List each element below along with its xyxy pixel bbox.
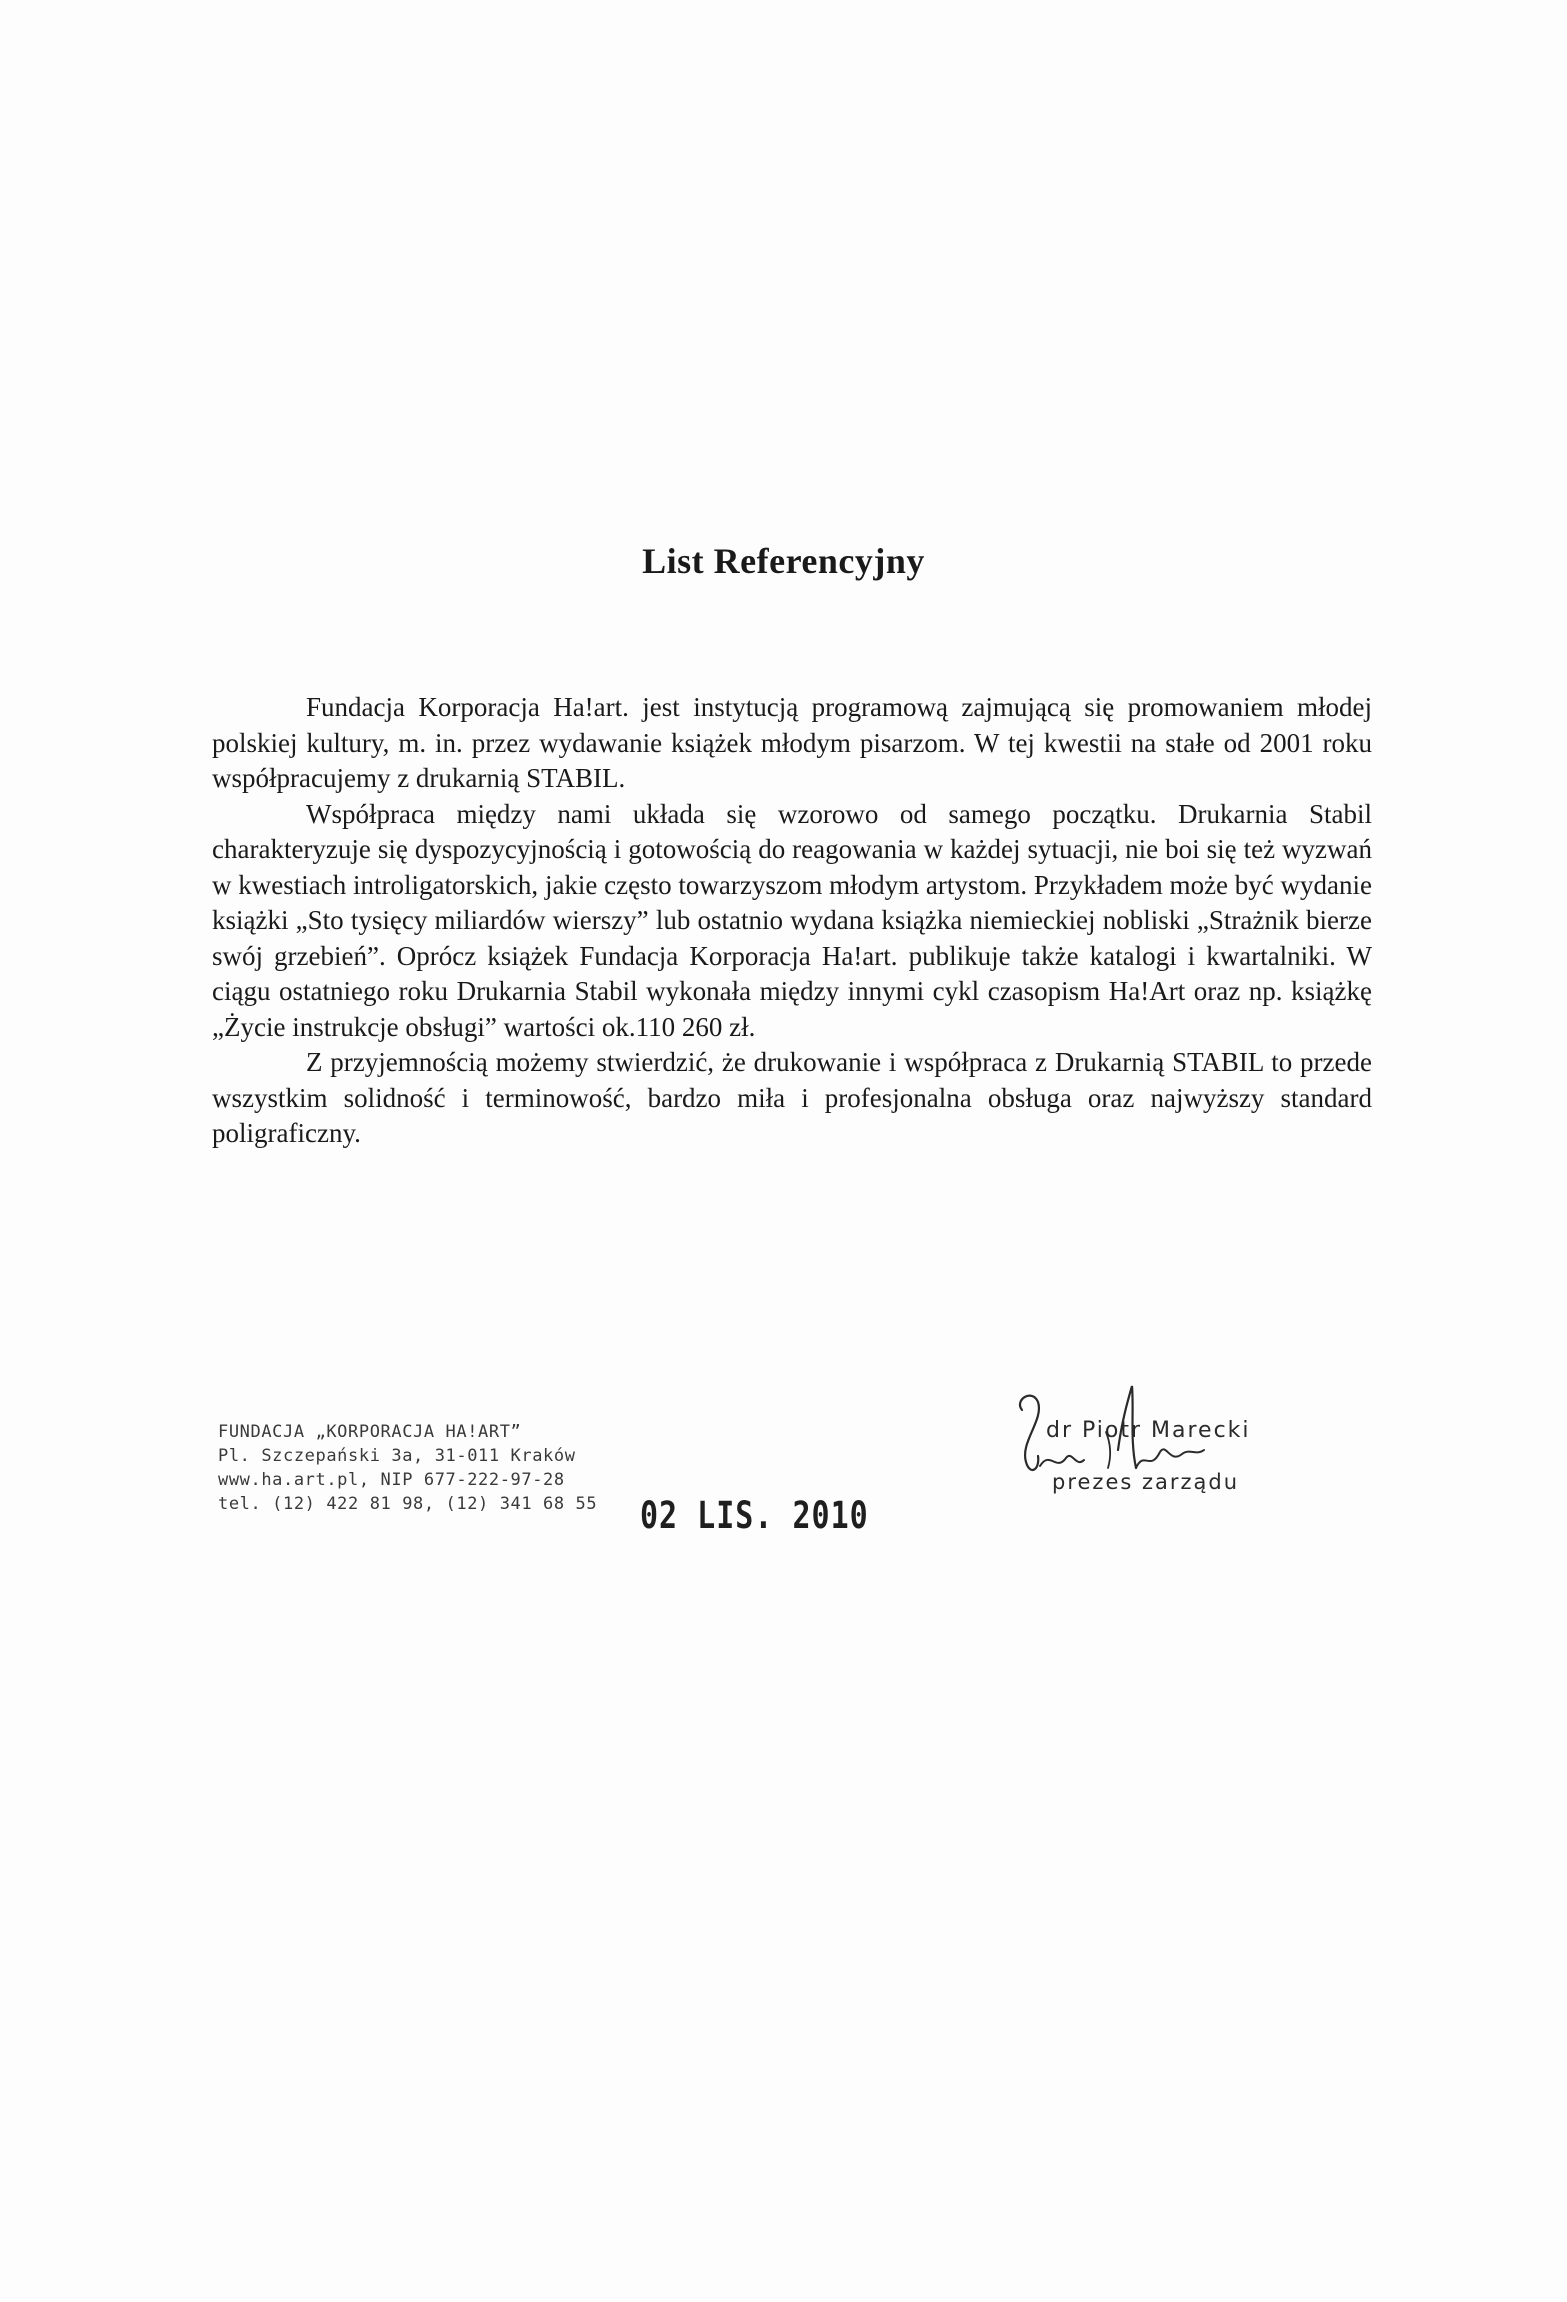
paragraph-1: Fundacja Korporacja Ha!art. jest instytucją programową zajmującą się promowaniem młodej polskiej kultury, m. in. przez wydawanie książek młodym pisarzom. W tej kwestii na stałe od 2001 roku współpracujemy z drukarnią STABIL.: [212, 692, 1372, 793]
stamp-line-address: Pl. Szczepański 3a, 31-011 Kraków: [218, 1446, 576, 1466]
signature-block: [1010, 1380, 1310, 1510]
paragraph-2: Współpraca między nami układa się wzorowo od samego początku. Drukarnia Stabil charakteryzuje się dyspozycyjnością i gotowością do reagowania w każdej sytuacji, nie boi się też wyzwań w kwestiach introligatorskich, jakie często towarzyszom młodym artystom. Przykładem może być wydanie książki „Sto tysięcy miliardów wierszy” lub ostatnio wydana książka niemieckiej nobliski „Strażnik bierze swój grzebień”. Oprócz książek Fundacja Korporacja Ha!art. publikuje także katalogi i kwartalniki. W ciągu ostatniego roku Drukarnia Stabil wykonała między innymi cykl czasopism Ha!Art oraz np. książkę „Życie instrukcje obsługi” wartości ok.110 260 zł.: [212, 798, 1372, 1042]
stamp-line-phone: tel. (12) 422 81 98, (12) 341 68 55: [218, 1494, 598, 1514]
letter-body: [212, 690, 1372, 1152]
stamp-line-web: www.ha.art.pl, NIP 677-222-97-28: [218, 1470, 565, 1490]
signatory-role: prezes zarządu: [1052, 1470, 1240, 1494]
document-title: List Referencyjny: [642, 541, 925, 581]
stamp-line-name: FUNDACJA „KORPORACJA HA!ART”: [218, 1422, 522, 1442]
signatory-name: dr Piotr Marecki: [1046, 1418, 1251, 1443]
organization-stamp: [218, 1420, 598, 1516]
paragraph-3: Z przyjemnością możemy stwierdzić, że drukowanie i współpraca z Drukarnią STABIL to przede wszystkim solidność i terminowość, bardzo miła i profesjonalna obsługa oraz najwyższy standard poligraficzny.: [212, 1047, 1372, 1148]
date-stamp: 02 LIS. 2010: [640, 1494, 869, 1538]
